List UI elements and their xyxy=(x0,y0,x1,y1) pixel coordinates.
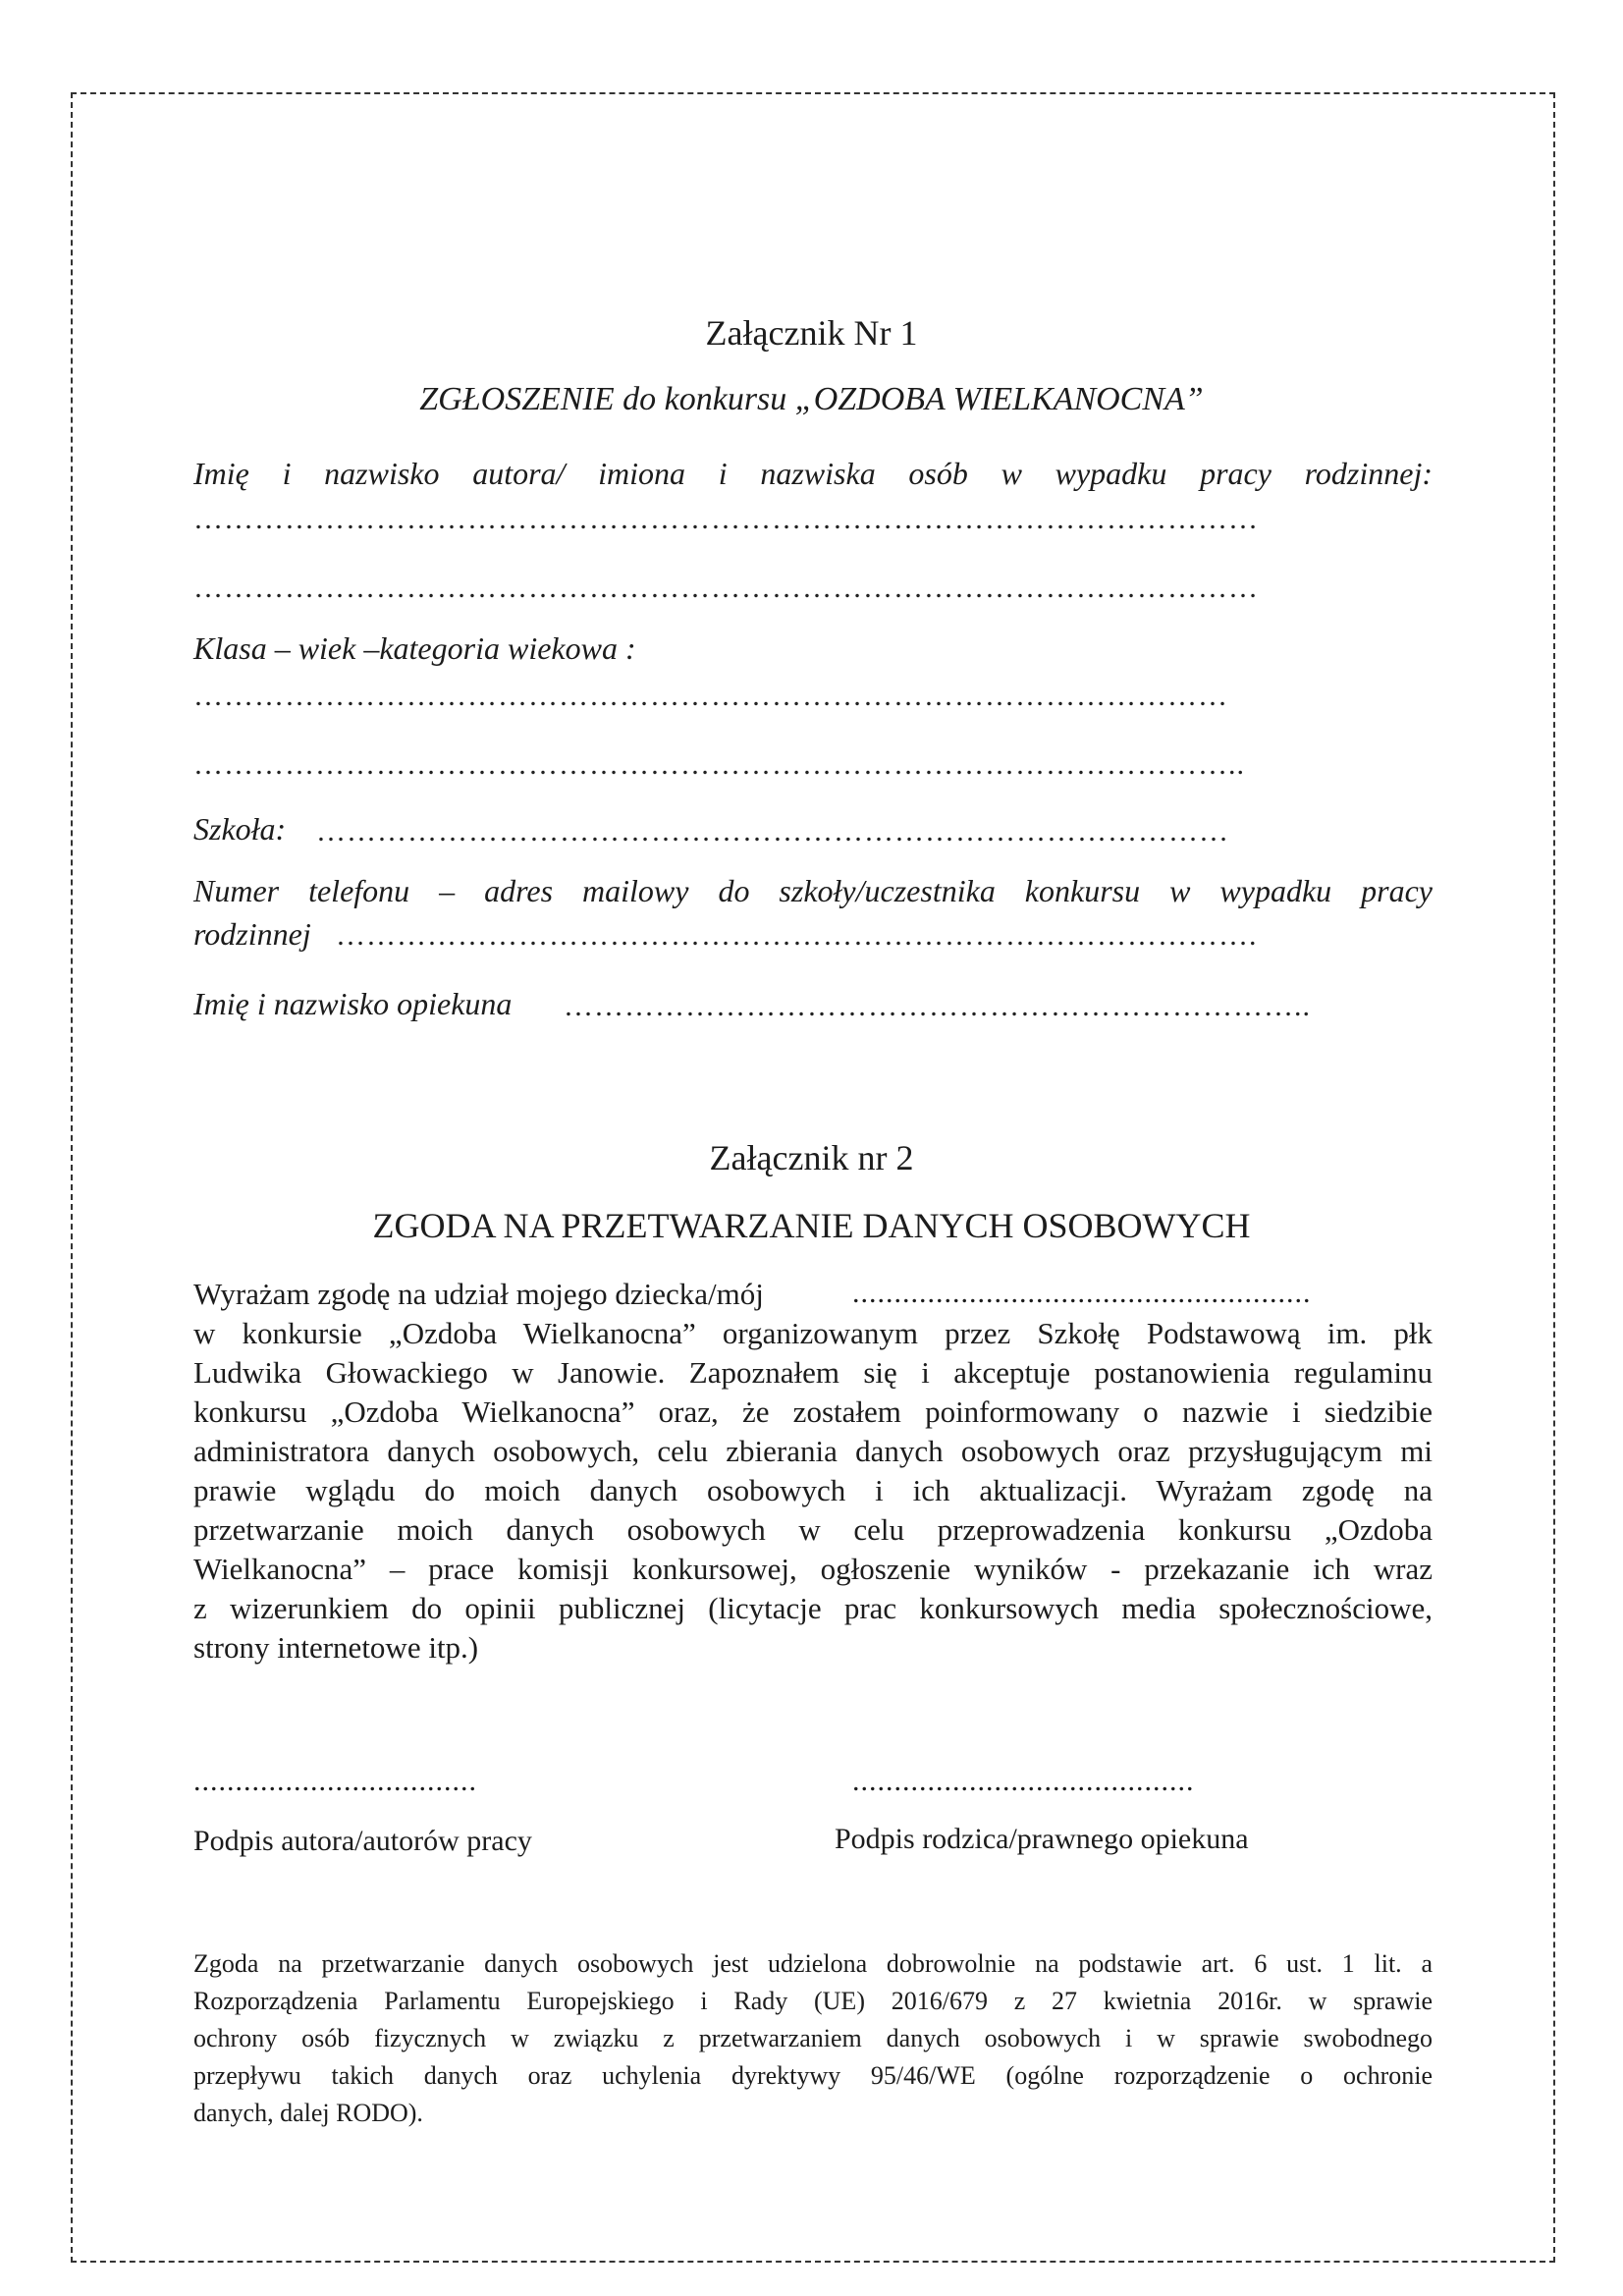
school-label: Szkoła: xyxy=(193,811,287,847)
consent-paragraph-line: strony internetowe itp.) xyxy=(193,1630,479,1665)
phone-label-line-2: rodzinnej xyxy=(193,916,311,952)
attachment-1-title: Załącznik Nr 1 xyxy=(705,313,918,353)
consent-paragraph-line: w konkursie „Ozdoba Wielkanocna” organizowanym przez Szkołę Podstawową im. płk xyxy=(193,1316,1433,1350)
class-field-line-1[interactable]: ………………………………………………………………………………………… xyxy=(193,680,1228,712)
author-field-line-1[interactable]: …………………………………………………………………………………………… xyxy=(193,503,1259,535)
guardian-label: Imię i nazwisko opiekuna xyxy=(193,986,513,1021)
phone-field[interactable]: ………………………………………………………………………………. xyxy=(336,919,1258,952)
class-label: Klasa – wiek –kategoria wiekowa : xyxy=(193,630,636,666)
author-field-line-2[interactable]: …………………………………………………………………………………………… xyxy=(193,572,1259,604)
guardian-field[interactable]: ……………………………………………………………….. xyxy=(564,990,1311,1022)
child-name-field[interactable]: ....................................................... xyxy=(852,1277,1312,1309)
author-signature-label: Podpis autora/autorów pracy xyxy=(193,1825,532,1857)
class-field-line-2[interactable]: ………………………………………………………………………………………….. xyxy=(193,748,1245,781)
consent-paragraph-line: przetwarzanie moich danych osobowych w celu przeprowadzenia konkursu „Ozdoba xyxy=(193,1512,1433,1547)
parent-signature-line[interactable]: ......................................... xyxy=(852,1765,1195,1797)
footnote-line: Rozporządzenia Parlamentu Europejskiego i Rady (UE) 2016/679 z 27 kwietnia 2016r. w sprawie xyxy=(193,1987,1433,2015)
phone-label-line-1: Numer telefonu – adres mailowy do szkoły/uczestnika konkursu w wypadku pracy xyxy=(193,873,1433,908)
consent-paragraph-line: Ludwika Głowackiego w Janowie. Zapoznałem się i akceptuje postanowienia regulaminu xyxy=(193,1355,1433,1390)
footnote-line: Zgoda na przetwarzanie danych osobowych jest udzielona dobrowolnie na podstawie art. 6 ust. 1 lit. a xyxy=(193,1949,1433,1978)
attachment-2-title: Załącznik nr 2 xyxy=(709,1138,914,1177)
consent-paragraph-line: prawie wglądu do moich danych osobowych i ich aktualizacji. Wyrażam zgodę na xyxy=(193,1473,1433,1507)
author-signature-line[interactable]: .................................. xyxy=(193,1765,477,1797)
parent-signature-label: Podpis rodzica/prawnego opiekuna xyxy=(835,1823,1249,1855)
author-label: Imię i nazwisko autora/ imiona i nazwiska osób w wypadku pracy rodzinnej: xyxy=(193,456,1433,491)
school-field[interactable]: ……………………………………………………………………………… xyxy=(316,815,1229,847)
footnote-line: danych, dalej RODO). xyxy=(193,2099,423,2127)
consent-paragraph-line: Wyrażam zgodę na udział mojego dziecka/mój xyxy=(193,1277,764,1311)
footnote-line: ochrony osób fizycznych w związku z przetwarzaniem danych osobowych i w sprawie swobodnego xyxy=(193,2024,1433,2052)
consent-paragraph-line: administratora danych osobowych, celu zbierania danych osobowych oraz przysługującym mi xyxy=(193,1434,1433,1468)
consent-paragraph-line: konkursu „Ozdoba Wielkanocna” oraz, że zostałem poinformowany o nazwie i siedzibie xyxy=(193,1394,1433,1429)
consent-title: ZGODA NA PRZETWARZANIE DANYCH OSOBOWYCH xyxy=(372,1206,1251,1245)
footnote-line: przepływu takich danych oraz uchylenia dyrektywy 95/46/WE (ogólne rozporządzenie o ochronie xyxy=(193,2061,1433,2090)
consent-paragraph-line: Wielkanocna” – prace komisji konkursowej, ogłoszenie wyników - przekazanie ich wraz xyxy=(193,1552,1433,1586)
consent-paragraph-line: z wizerunkiem do opinii publicznej (licytacje prac konkursowych media społecznościowe, xyxy=(193,1591,1433,1625)
form-title: ZGŁOSZENIE do konkursu „OZDOBA WIELKANOCNA” xyxy=(419,381,1204,417)
